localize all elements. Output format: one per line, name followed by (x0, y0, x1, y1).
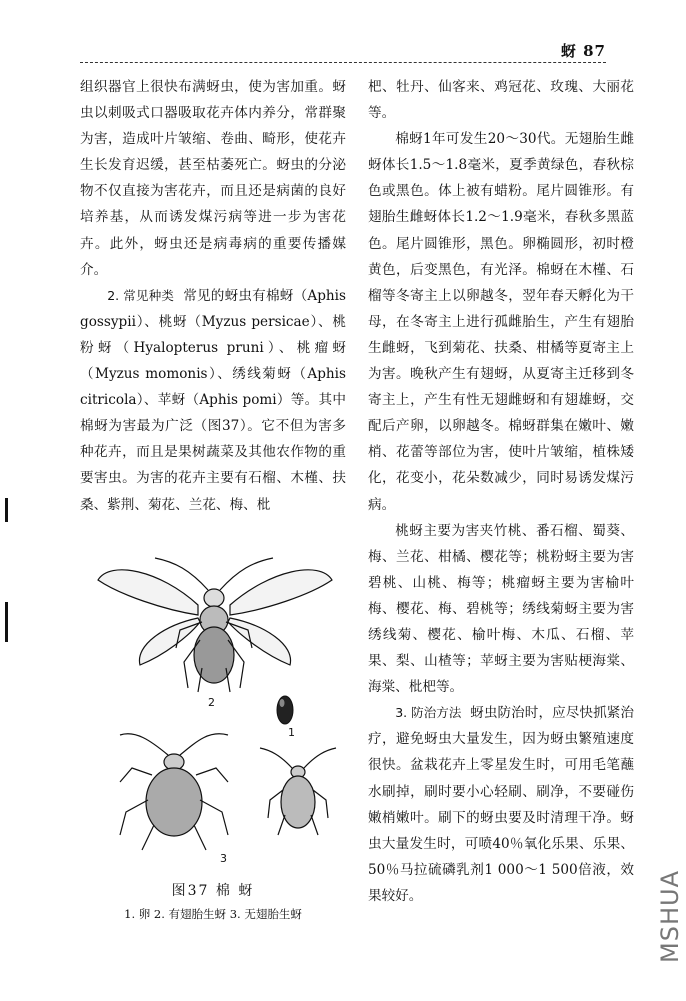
wingless-aphid-body (146, 768, 202, 836)
section-heading-control-methods: 3. 防治方法 (395, 705, 462, 721)
running-head (80, 40, 606, 60)
figure-37-cotton-aphid (80, 550, 346, 940)
small-aphid-leg (311, 815, 318, 835)
left-column (80, 74, 346, 518)
section-heading-common-species: 2. 常见种类 (107, 287, 175, 303)
wingless-aphid-leg (194, 825, 206, 850)
figure-label-3: 3 (220, 852, 227, 865)
figure-caption: 1. 卵 2. 有翅胎生蚜 3. 无翅胎生蚜 (124, 907, 302, 921)
winged-aphid-head (204, 589, 224, 607)
winged-aphid-left-forewing (98, 570, 198, 615)
header-rule (80, 62, 606, 63)
paragraph-cotton-aphid-life-cycle: 棉蚜1年可发生20～30代。无翅胎生雌蚜体长1.5～1.8毫米，夏季黄绿色，春秋棕色或黑色。体上被有蜡粉。尾片圆锥形。有翅胎生雌蚜体长1.2～1.9毫米，春秋多黑蓝色。尾片圆锥形，黑色。卵椭圆形，初时橙黄色，后变黑色，有光泽。棉蚜在木槿、石榴等冬寄主上以卵越冬，翌年春天孵化为干母，在冬寄主上进行孤雌胎生，产生有翅胎生雌蚜，飞到菊花、扶桑、柑橘等夏寄主上为害。晚秋产生有翅蚜，从夏寄主迁移到冬寄主上，产生有性无翅雌蚜和有翅雄蚜，交配后产卵，以卵越冬。棉蚜群集在嫩叶、嫩梢、花蕾等部位为害，使叶片皱缩，植株矮化，花变小，花朵数减少，同时易诱发煤污病。 (368, 131, 634, 513)
small-aphid-leg (278, 815, 285, 835)
paragraph-control-methods (368, 700, 634, 909)
aphid-egg-highlight (280, 699, 285, 707)
section-body-common-species: 常见的蚜虫有棉蚜（Aphis gossypii）、桃蚜（Myzus persicae）、桃粉蚜（Hyalopterus pruni）、桃瘤蚜（Myzus momonis）、绣线菊蚜（Aphis citricola）、苹蚜（Aphis pomi）等。其中棉蚜为害最为广泛（图37）。它不但为害多种花卉，而且是果树蔬菜及其他农作物的重要害虫。为害的花卉主要有石榴、木槿、扶桑、紫荆、菊花、兰花、梅、枇 (80, 287, 346, 513)
winged-aphid-right-hindwing (228, 618, 291, 665)
section-body-control-methods: 蚜虫防治时，应尽快抓紧治疗，避免蚜虫大量发生，因为蚜虫繁殖速度很快。盆栽花卉上零星发生时，可用毛笔蘸水刷掉，刷时要小心轻刷、刷净，不要碰伤嫩梢嫩叶。刷下的蚜虫要及时清理干净。蚜虫大量发生时，可喷40％氧化乐果、乐果、50％马拉硫磷乳剂1 000～1 500倍液，效果较好。 (368, 705, 634, 904)
paragraph-damage: 组织器官上很快布满蚜虫，使为害加重。蚜虫以刺吸式口器吸取花卉体内养分，常群聚为害，造成叶片皱缩、卷曲、畸形，使花卉生长发育迟缓，甚至枯萎死亡。蚜虫的分泌物不仅直接为害花卉，而且还是病菌的良好培养基，从而诱发煤污病等进一步为害花卉。此外，蚜虫还是病毒病的重要传播媒介。 (80, 79, 346, 278)
winged-aphid-abdomen (194, 627, 234, 683)
right-column (368, 74, 634, 909)
wingless-aphid-leg (200, 800, 228, 835)
winged-aphid-right-forewing (230, 570, 332, 615)
wingless-aphid-right-antenna (180, 734, 228, 755)
scan-edge-mark (5, 498, 8, 522)
small-aphid-antenna (304, 748, 336, 768)
scan-edge-mark (5, 602, 8, 642)
aphid-illustration (80, 550, 346, 870)
aphid-egg (277, 696, 293, 724)
wingless-aphid-leg (142, 825, 154, 850)
paragraph-common-species (80, 283, 346, 518)
wingless-aphid-leg (120, 768, 152, 782)
figure-label-1: 1 (288, 726, 295, 739)
wingless-aphid-left-antenna (120, 734, 168, 755)
wingless-aphid-leg (120, 800, 148, 835)
winged-aphid-left-hindwing (139, 618, 200, 665)
watermark-logo: MSHUA (656, 870, 684, 963)
figure-title: 图37 棉 蚜 (171, 883, 255, 899)
wingless-aphid-leg (196, 768, 228, 782)
paragraph-host-plants-continued: 杷、牡丹、仙客来、鸡冠花、玫瑰、大丽花等。 (368, 79, 634, 122)
paragraph-other-aphid-hosts: 桃蚜主要为害夹竹桃、番石榴、蜀葵、梅、兰花、柑橘、樱花等；桃粉蚜主要为害碧桃、山桃、梅等；桃瘤蚜主要为害榆叶梅、樱花、梅、碧桃等；绣线菊蚜主要为害绣线菊、樱花、榆叶梅、木瓜、石榴、苹果、梨、山楂等；苹蚜主要为害贴梗海棠、海棠、枇杷等。 (368, 522, 634, 696)
page-header-title: 蚜 87 (560, 42, 606, 60)
small-aphid-antenna (260, 748, 292, 768)
small-aphid-body (281, 776, 315, 828)
figure-label-2: 2 (208, 696, 215, 709)
